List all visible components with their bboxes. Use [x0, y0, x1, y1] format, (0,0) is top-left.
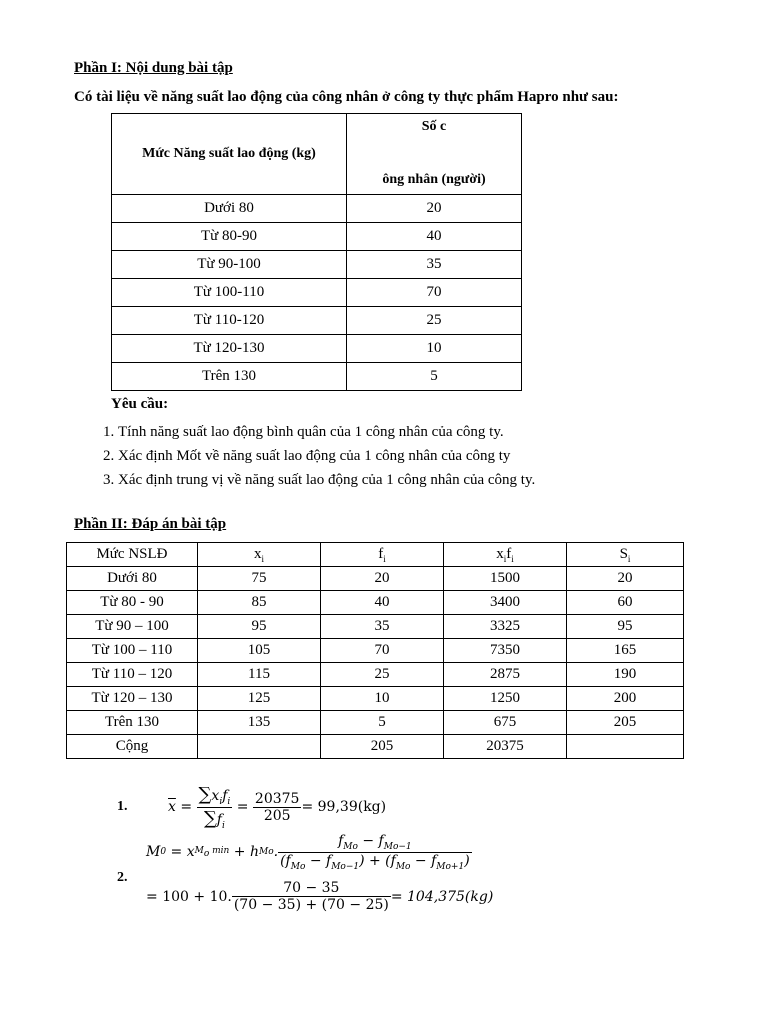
table-cell: 95	[567, 615, 684, 639]
table-row	[67, 663, 684, 687]
row-label: Từ 90-100	[112, 251, 347, 279]
formula1: $\overline{x}$ = $\frac{\sum x_if_i}{\sum f_i}$ = $\frac{20375}{205}$ = 99,39(kg)	[168, 784, 387, 831]
part2-heading: Phần II: Đáp án bài tập	[74, 516, 227, 532]
col2-header-top: Số c	[421, 119, 447, 134]
row-value: 40	[347, 223, 522, 251]
table-cell: 125	[198, 687, 321, 711]
productivity-table	[111, 113, 522, 391]
requirements-title: Yêu cầu:	[111, 396, 169, 412]
table-row	[67, 711, 684, 735]
row-label: Dưới 80	[112, 195, 347, 223]
header-si: $S_i$	[567, 543, 684, 567]
col2-header-bottom: ông nhân (người)	[382, 172, 486, 187]
row-value: 10	[347, 335, 522, 363]
requirement-item: 3. Xác định trung vị về năng suất lao động của 1 công nhân của công ty.	[118, 470, 535, 494]
row-label: Từ 110-120	[112, 307, 347, 335]
formula2-result: = 104,375(kg)	[390, 888, 494, 905]
part1-heading: Phần I: Nội dung bài tập	[74, 60, 233, 76]
table-cell: 70	[321, 639, 444, 663]
table-cell: 3400	[444, 591, 567, 615]
table-cell: 20	[567, 567, 684, 591]
table-cell: 40	[321, 591, 444, 615]
table-row	[112, 251, 522, 279]
formula2-numerator: 70 − 35	[232, 880, 391, 897]
table-cell: 115	[198, 663, 321, 687]
table-cell: 95	[198, 615, 321, 639]
table-cell: Từ 120 – 130	[67, 687, 198, 711]
col2-header	[347, 114, 522, 195]
table-cell: 190	[567, 663, 684, 687]
table-cell: Từ 80 - 90	[67, 591, 198, 615]
header-xifi: $x_if_i$	[444, 543, 567, 567]
table-cell: 1250	[444, 687, 567, 711]
table-row	[112, 307, 522, 335]
table-cell: 105	[198, 639, 321, 663]
formula2-base: 100	[162, 888, 189, 905]
table-row	[67, 615, 684, 639]
row-label: Từ 100-110	[112, 279, 347, 307]
row-value: 20	[347, 195, 522, 223]
table-cell: 165	[567, 639, 684, 663]
row-value: 5	[347, 363, 522, 391]
table-cell: 205	[321, 735, 444, 759]
table-row	[67, 687, 684, 711]
table-cell: 35	[321, 615, 444, 639]
table-cell	[198, 735, 321, 759]
table-row	[112, 223, 522, 251]
header-level: Mức NSLĐ	[67, 543, 198, 567]
table-row	[67, 735, 684, 759]
table-row	[112, 363, 522, 391]
part1-intro: Có tài liệu về năng suất lao động của công nhân ở công ty thực phẩm Hapro như sau:	[74, 89, 619, 105]
formula2-definition: M 0 = x $M_o$ min + h Mo . $\frac{f_{Mo} - f_{Mo-1}}{(f_{Mo} - f_{Mo-1}) + (f_{Mo} - f_{Mo+1})}$	[146, 833, 470, 872]
table-row	[67, 591, 684, 615]
table-row	[112, 195, 522, 223]
row-value: 70	[347, 279, 522, 307]
table-cell: 60	[567, 591, 684, 615]
table-cell: 10	[321, 687, 444, 711]
formula1-number: 1.	[117, 799, 128, 814]
table-row	[67, 639, 684, 663]
header-xi: $x_i$	[198, 543, 321, 567]
table-cell: 25	[321, 663, 444, 687]
row-value: 35	[347, 251, 522, 279]
table-cell: Từ 100 – 110	[67, 639, 198, 663]
table-cell: 1500	[444, 567, 567, 591]
table-cell: Dưới 80	[67, 567, 198, 591]
answer-table	[66, 542, 684, 759]
formula2-denominator: (70 − 35) + (70 − 25)	[233, 897, 389, 913]
formula2-h: 10	[209, 888, 228, 905]
table-cell: 75	[198, 567, 321, 591]
formula1-result: = 99,39(kg)	[301, 799, 387, 816]
table-cell: 20375	[444, 735, 567, 759]
table-cell	[567, 735, 684, 759]
table-cell: 5	[321, 711, 444, 735]
row-label: Từ 80-90	[112, 223, 347, 251]
header-fi: $f_i$	[321, 543, 444, 567]
table-cell: 7350	[444, 639, 567, 663]
table-row	[112, 279, 522, 307]
table-cell: Trên 130	[67, 711, 198, 735]
table-cell: Từ 110 – 120	[67, 663, 198, 687]
formula1-numerator: 20375	[254, 790, 300, 807]
formula2-number: 2.	[117, 870, 128, 885]
requirements-list	[96, 422, 535, 494]
table-cell: 3325	[444, 615, 567, 639]
table-row	[112, 335, 522, 363]
formula1-denominator: 205	[263, 807, 291, 824]
table-cell: 675	[444, 711, 567, 735]
formula2-calculation: = 100 + 10 . $\frac{70 - 35}{(70 - 35) + (70 - 25)}$ = 104,375(kg)	[146, 880, 494, 913]
table-cell: 2875	[444, 663, 567, 687]
table-cell: 135	[198, 711, 321, 735]
table-cell: 20	[321, 567, 444, 591]
table-cell: 200	[567, 687, 684, 711]
row-label: Từ 120-130	[112, 335, 347, 363]
requirement-item: 1. Tính năng suất lao động bình quân của 1 công nhân của công ty.	[118, 422, 535, 446]
table-cell: Từ 90 – 100	[67, 615, 198, 639]
table-row	[67, 567, 684, 591]
table-cell: 85	[198, 591, 321, 615]
table-cell: 205	[567, 711, 684, 735]
requirement-item: 2. Xác định Mốt về năng suất lao động của 1 công nhân của công ty	[118, 446, 535, 470]
table-cell: Cộng	[67, 735, 198, 759]
col1-header: Mức Năng suất lao động (kg)	[112, 114, 347, 195]
row-value: 25	[347, 307, 522, 335]
row-label: Trên 130	[112, 363, 347, 391]
